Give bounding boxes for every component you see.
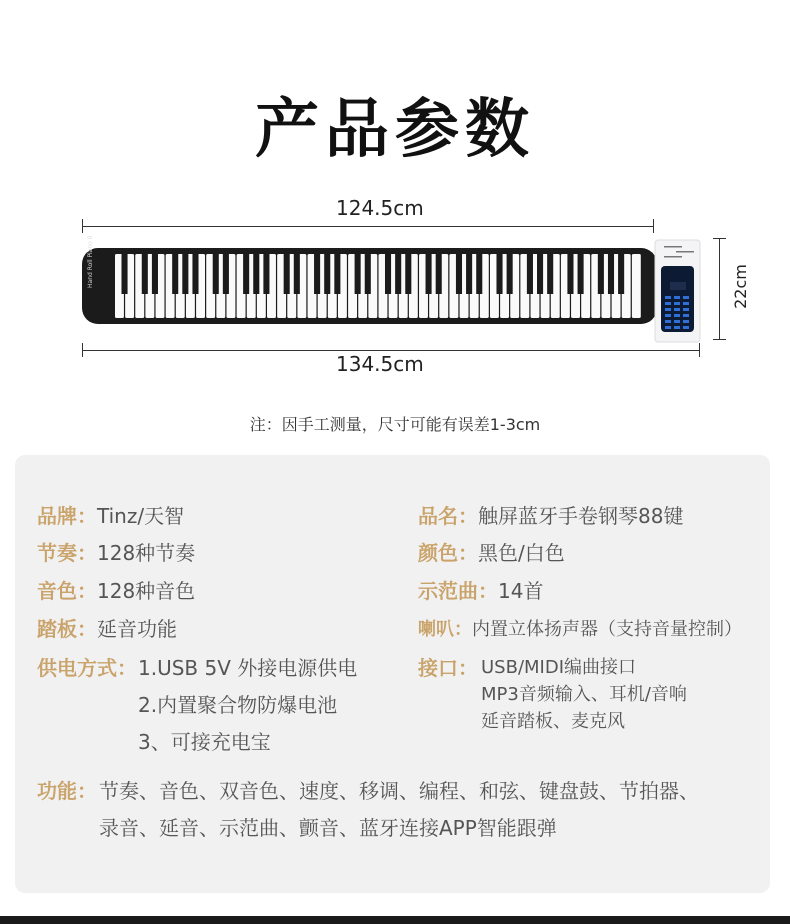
spec-features xyxy=(37,777,97,805)
spec-name-label: 品名： xyxy=(418,504,478,528)
black-key xyxy=(324,254,330,294)
black-key xyxy=(172,254,178,294)
black-key xyxy=(355,254,361,294)
black-key xyxy=(537,254,543,294)
spec-power-label: 供电方式： xyxy=(37,656,137,680)
spec-rhythm-label: 节奏： xyxy=(37,541,97,565)
white-key xyxy=(632,254,641,318)
black-key xyxy=(263,254,269,294)
spec-speaker-value: 内置立体扬声器（支持音量控制） xyxy=(472,619,742,640)
spec-ports-label: 接口： xyxy=(418,656,478,680)
panel-touch-button xyxy=(665,308,671,311)
bottom-dimension-tick-left xyxy=(82,343,83,357)
black-key xyxy=(192,254,198,294)
spec-rhythm xyxy=(37,539,195,567)
black-key xyxy=(213,254,219,294)
panel-touch-button xyxy=(683,326,689,329)
black-key xyxy=(466,254,472,294)
led-display xyxy=(670,282,686,290)
spec-power xyxy=(37,654,137,682)
spec-color-value: 黑色/白色 xyxy=(478,541,565,565)
height-dimension-line xyxy=(719,238,720,340)
black-key xyxy=(223,254,229,294)
black-key xyxy=(426,254,432,294)
black-key xyxy=(152,254,158,294)
piano-brand-print: Hand Roll Piano 88 xyxy=(87,236,94,288)
panel-touch-button xyxy=(674,308,680,311)
spec-brand-label: 品牌： xyxy=(37,504,97,528)
bottom-width-label: 134.5cm xyxy=(336,352,424,376)
spec-name xyxy=(418,502,683,530)
black-key xyxy=(608,254,614,294)
black-key xyxy=(547,254,553,294)
spec-power-line-2: 2.内置聚合物防爆电池 xyxy=(138,693,338,717)
top-dimension-tick-right xyxy=(653,219,654,233)
spec-speaker-label: 喇叭： xyxy=(418,619,472,640)
measurement-note: 注：因手工测量，尺寸可能有误差1-3cm xyxy=(249,415,541,434)
spec-ports-line-1: USB/MIDI编曲接口 xyxy=(481,657,637,678)
bottom-dimension-tick-right xyxy=(699,343,700,357)
black-key xyxy=(294,254,300,294)
spec-features-label: 功能： xyxy=(37,779,97,803)
spec-ports-values xyxy=(481,654,687,735)
spec-rhythm-value: 128种节奏 xyxy=(97,541,196,565)
spec-demo-value: 14首 xyxy=(498,579,544,603)
spec-ports xyxy=(418,654,478,682)
spec-pedal xyxy=(37,615,177,643)
black-key xyxy=(405,254,411,294)
spec-name-value: 触屏蓝牙手卷钢琴88键 xyxy=(478,504,684,528)
spec-features-line-1: 节奏、音色、双音色、速度、移调、编程、和弦、键盘鼓、节拍器、 xyxy=(99,779,699,803)
page-title: 产品参数 xyxy=(255,93,535,167)
spec-pedal-value: 延音功能 xyxy=(97,617,177,641)
spec-brand xyxy=(37,502,184,530)
panel-touch-button xyxy=(674,302,680,305)
black-key xyxy=(365,254,371,294)
spec-tone xyxy=(37,577,195,605)
spec-speaker xyxy=(418,616,742,644)
roll-piano-svg xyxy=(82,236,722,346)
black-key xyxy=(598,254,604,294)
panel-touch-button xyxy=(674,314,680,317)
spec-tone-label: 音色： xyxy=(37,579,97,603)
spec-features-values xyxy=(99,773,699,847)
black-key xyxy=(496,254,502,294)
spec-power-values xyxy=(138,650,357,761)
height-dimension-tick-top xyxy=(713,238,726,239)
spec-ports-line-2: MP3音频输入、耳机/音响 xyxy=(481,684,687,705)
black-key xyxy=(314,254,320,294)
spec-pedal-label: 踏板： xyxy=(37,617,97,641)
black-key xyxy=(182,254,188,294)
panel-touch-button xyxy=(674,320,680,323)
black-key xyxy=(436,254,442,294)
spec-features-line-2: 录音、延音、示范曲、颤音、蓝牙连接APP智能跟弹 xyxy=(99,816,557,840)
black-key xyxy=(395,254,401,294)
black-key xyxy=(578,254,584,294)
spec-demo-label: 示范曲： xyxy=(418,579,498,603)
black-key xyxy=(334,254,340,294)
black-key xyxy=(618,254,624,294)
panel-label-print xyxy=(664,246,682,248)
black-key xyxy=(527,254,533,294)
panel-touch-button xyxy=(665,326,671,329)
roll-piano-image xyxy=(82,236,722,350)
spec-tone-value: 128种音色 xyxy=(97,579,196,603)
panel-touch-button xyxy=(665,302,671,305)
spec-power-line-1: 1.USB 5V 外接电源供电 xyxy=(138,656,358,680)
spec-ports-line-3: 延音踏板、麦克风 xyxy=(481,711,625,732)
bottom-bar xyxy=(0,916,790,924)
panel-touch-button xyxy=(665,314,671,317)
height-dimension-tick-bottom xyxy=(713,339,726,340)
black-key xyxy=(476,254,482,294)
top-width-label: 124.5cm xyxy=(336,196,424,220)
spec-color xyxy=(418,539,565,567)
black-key xyxy=(121,254,127,294)
black-key xyxy=(284,254,290,294)
panel-touch-button xyxy=(683,296,689,299)
black-key xyxy=(142,254,148,294)
height-label: 22cm xyxy=(730,264,750,309)
panel-touch-button xyxy=(674,326,680,329)
panel-touch-button xyxy=(665,296,671,299)
panel-label-print xyxy=(664,256,682,258)
spec-brand-value: Tinz/天智 xyxy=(97,504,185,528)
black-key xyxy=(253,254,259,294)
top-dimension-tick-left xyxy=(82,219,83,233)
panel-touch-button xyxy=(683,314,689,317)
panel-label-print xyxy=(676,251,694,253)
black-key xyxy=(456,254,462,294)
black-key xyxy=(567,254,573,294)
panel-touch-button xyxy=(665,320,671,323)
black-key xyxy=(385,254,391,294)
panel-touch-button xyxy=(683,308,689,311)
black-key xyxy=(507,254,513,294)
panel-touch-button xyxy=(683,320,689,323)
bottom-dimension-line xyxy=(82,350,700,351)
top-dimension-line xyxy=(82,226,654,227)
spec-demo xyxy=(418,577,543,605)
spec-power-line-3: 3、可接充电宝 xyxy=(138,730,271,754)
panel-touch-button xyxy=(674,296,680,299)
spec-color-label: 颜色： xyxy=(418,541,478,565)
panel-touch-button xyxy=(683,302,689,305)
black-key xyxy=(243,254,249,294)
